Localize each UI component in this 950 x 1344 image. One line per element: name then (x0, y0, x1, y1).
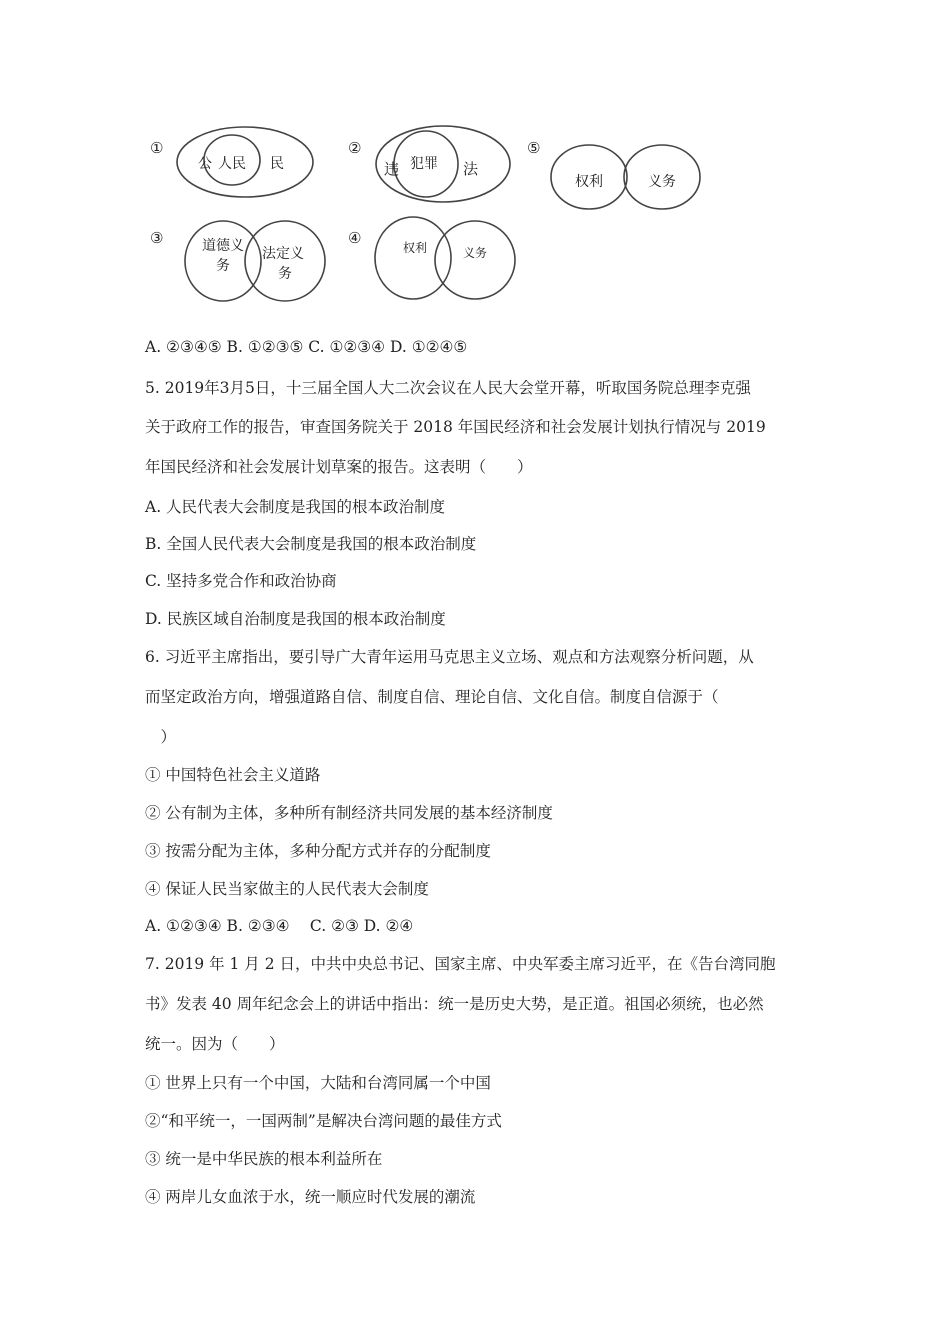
q5-stem-line2: 关于政府工作的报告，审查国务院关于 2018 年国民经济和社会发展计划执行情况与 2019 (145, 418, 766, 436)
q7-stem-line1: 7. 2019 年 1 月 2 日，中共中央总书记、国家主席、中央军委主席习近平，在《告台湾同胞 (145, 955, 776, 973)
q7-item-2: ②“和平统一，一国两制”是解决台湾问题的最佳方式 (145, 1112, 502, 1130)
q6-stem-line2: 而坚定政治方向，增强道路自信、制度自信、理论自信、文化自信。制度自信源于（ (145, 688, 719, 706)
q7-item-3: ③ 统一是中华民族的根本利益所在 (145, 1150, 383, 1168)
diagram1-label-right: 民 (270, 156, 284, 172)
diagram5-number: ⑤ (527, 139, 541, 157)
q5-option-a: A. 人民代表大会制度是我国的根本政治制度 (145, 498, 446, 516)
diagram4-right-circle (435, 221, 515, 299)
q6-item-4: ④ 保证人民当家做主的人民代表大会制度 (145, 880, 429, 898)
q7-stem-line2: 书》发表 40 周年纪念会上的讲话中指出：统一是历史大势，是正道。祖国必须统，也必然 (145, 995, 764, 1013)
q5-stem-line3: 年国民经济和社会发展计划草案的报告。这表明（ ） (145, 458, 533, 476)
diagram1-number: ① (150, 139, 164, 157)
diagram2-label-right: 法 (463, 160, 479, 178)
diagram2-label-inner: 犯罪 (410, 156, 438, 172)
q6-item-3: ③ 按需分配为主体，多种分配方式并存的分配制度 (145, 842, 491, 860)
q6-stem-line1: 6. 习近平主席指出，要引导广大青年运用马克思主义立场、观点和方法观察分析问题，从 (145, 648, 754, 666)
q6-item-1: ① 中国特色社会主义道路 (145, 766, 321, 784)
diagram3-label-left-1: 道德义 (202, 238, 244, 254)
diagram3-label-left-2: 务 (216, 258, 230, 274)
q6-stem-line3: ） (145, 728, 177, 746)
diagram3-number: ③ (150, 229, 164, 247)
diagram2-label-left: 违 (384, 160, 400, 178)
diagram4-left-circle (375, 217, 451, 299)
q5-option-c: C. 坚持多党合作和政治协商 (145, 572, 337, 590)
q7-item-1: ① 世界上只有一个中国，大陆和台湾同属一个中国 (145, 1074, 491, 1092)
diagram4-number: ④ (348, 229, 362, 247)
diagram3-label-right-2: 务 (278, 266, 292, 282)
diagram2-number: ② (348, 139, 362, 157)
q4-answer-options: A. ②③④⑤ B. ①②③⑤ C. ①②③④ D. ①②④⑤ (145, 338, 468, 356)
q5-option-d: D. 民族区域自治制度是我国的根本政治制度 (145, 610, 446, 628)
q7-stem-line3: 统一。因为（ ） (145, 1035, 285, 1053)
diagram5-label-right: 义务 (648, 174, 676, 190)
diagram4-label-right: 义务 (463, 246, 488, 260)
diagram3-label-right-1: 法定义 (262, 246, 304, 262)
diagram4-label-left: 权利 (403, 241, 428, 255)
diagram5-label-left: 权利 (575, 174, 603, 190)
diagram1-label-inner: 人民 (218, 156, 246, 172)
venn-diagrams-svg (140, 118, 740, 318)
q6-item-2: ② 公有制为主体，多种所有制经济共同发展的基本经济制度 (145, 804, 553, 822)
q5-stem-line1: 5. 2019年3月5日，十三届全国人大二次会议在人民大会堂开幕，听取国务院总理李克强 (145, 379, 751, 397)
q7-item-4: ④ 两岸儿女血浓于水，统一顺应时代发展的潮流 (145, 1188, 476, 1206)
q6-answer-options: A. ①②③④ B. ②③④ C. ②③ D. ②④ (145, 917, 414, 935)
q5-option-b: B. 全国人民代表大会制度是我国的根本政治制度 (145, 535, 477, 553)
venn-diagrams (140, 118, 740, 318)
diagram1-label-left: 公 (198, 156, 212, 172)
